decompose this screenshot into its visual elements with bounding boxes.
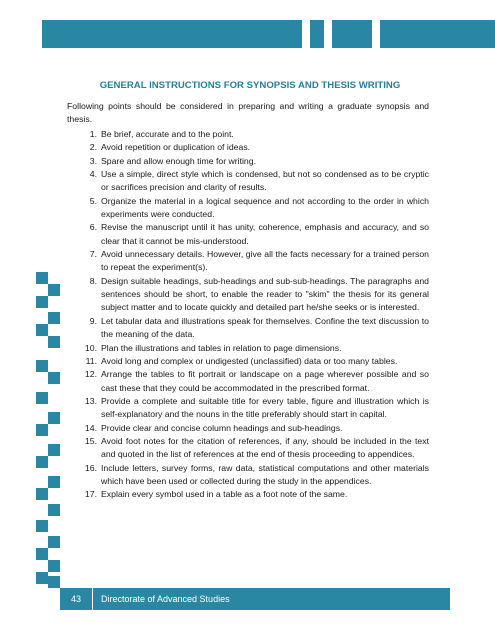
deco-square: [36, 572, 48, 584]
footer-bar: [60, 588, 450, 610]
list-item-text: Include letters, survey forms, raw data, statistical computations and other materials which have been used or collected during the study in the appendices.: [101, 462, 429, 486]
banner-block: [380, 20, 495, 48]
deco-square: [36, 424, 48, 436]
deco-square: [36, 488, 48, 500]
side-decoration: [0, 0, 60, 640]
list-item-number: 15.: [84, 435, 97, 446]
list-item-text: Be brief, accurate and to the point.: [101, 129, 234, 139]
list-item: [67, 128, 429, 141]
list-item: [67, 355, 429, 368]
list-item: [67, 168, 429, 195]
list-item-text: Organize the material in a logical sequence and not according to the order in which experiments were conducted.: [101, 195, 429, 220]
deco-square: [48, 284, 60, 296]
list-item-number: 17.: [84, 489, 97, 500]
list-item-number: 6.: [89, 222, 97, 233]
list-item: [67, 221, 429, 248]
list-item-number: 16.: [84, 462, 97, 473]
list-item-text: Use a simple, direct style which is condensed, but not so condensed as to be cryptic or sacrifices precision and clarity of results.: [101, 169, 429, 193]
list-item: [67, 368, 429, 395]
deco-square: [48, 476, 60, 488]
list-item-number: 13.: [84, 395, 97, 406]
list-item-text: Avoid foot notes for the citation of references, if any, should be included in the text and quoted in the list of references at the end of thesis proceeding to appendices.: [101, 435, 429, 460]
list-item-text: Provide clear and concise column headings and sub-headings.: [101, 422, 343, 433]
page-number: 43: [70, 594, 81, 604]
list-item: [67, 435, 429, 462]
deco-square: [48, 576, 60, 588]
list-item: [67, 342, 429, 355]
deco-square: [36, 296, 48, 308]
deco-square: [48, 504, 60, 516]
list-item-text: Let tabular data and illustrations speak for themselves. Confine the text discussion to the meaning of the data.: [101, 315, 429, 340]
deco-square: [36, 360, 48, 372]
list-item-number: 5.: [89, 195, 97, 206]
list-item-text: Arrange the tables to fit portrait or landscape on a page wherever possible and so cast these that they could be accommodated in the prescribed format.: [101, 369, 429, 393]
deco-square: [48, 372, 60, 384]
deco-square: [36, 520, 48, 532]
list-item-number: 10.: [84, 342, 97, 353]
list-item-number: 8.: [89, 275, 97, 286]
intro-paragraph: Following points should be considered in preparing and writing a graduate synopsis and thesis.: [67, 101, 429, 124]
deco-square: [36, 456, 48, 468]
list-item-text: Spare and allow enough time for writing.: [101, 155, 257, 166]
list-item: [67, 155, 429, 168]
deco-square: [48, 312, 60, 324]
list-item-number: 3.: [89, 155, 97, 166]
list-item-text: Avoid long and complex or undigested (unclassified) data or too many tables.: [101, 355, 398, 366]
list-item: [67, 141, 429, 154]
list-item: [67, 488, 429, 501]
list-item-number: 12.: [84, 369, 97, 380]
list-item-number: 14.: [84, 422, 97, 433]
list-item: [67, 195, 429, 222]
list-item-text: Design suitable headings, sub-headings and sub-sub-headings. The paragraphs and sentences should be short, to enable the reader to "skim" the thesis for its general subject matter and to locate quickly and detailed part he/she seeks or is interested.: [101, 275, 429, 313]
deco-square: [36, 392, 48, 404]
deco-square: [48, 536, 60, 548]
instructions-list: [67, 128, 429, 502]
banner-block: [42, 20, 302, 48]
list-item: [67, 275, 429, 315]
deco-square: [48, 412, 60, 424]
deco-square: [36, 272, 48, 284]
list-item-number: 4.: [89, 169, 97, 180]
list-item: [67, 462, 429, 489]
deco-square: [48, 560, 60, 572]
header-banner: [42, 20, 495, 48]
list-item-text: Avoid repetition or duplication of ideas.: [101, 142, 251, 153]
deco-square: [36, 548, 48, 560]
deco-square: [48, 336, 60, 348]
list-item-number: 1.: [89, 129, 97, 139]
list-item-text: Explain every symbol used in a table as a foot note of the same.: [101, 489, 348, 500]
list-item: [67, 248, 429, 275]
list-item-text: Revise the manuscript until it has unity, coherence, emphasis and accuracy, and so clear that it cannot be mis-understood.: [101, 222, 429, 246]
banner-block: [332, 20, 372, 48]
list-item-number: 2.: [89, 142, 97, 153]
page-title: GENERAL INSTRUCTIONS FOR SYNOPSIS AND THESIS WRITING: [99, 80, 401, 91]
list-item-number: 9.: [89, 315, 97, 326]
list-item: [67, 395, 429, 422]
list-item-text: Provide a complete and suitable title for every table, figure and illustration which is self-explanatory and the nouns in the title preferably should start in capital.: [101, 395, 429, 420]
list-item-number: 7.: [89, 249, 97, 260]
list-item-text: Plan the illustrations and tables in relation to page dimensions.: [101, 342, 342, 353]
deco-square: [48, 444, 60, 456]
list-item: [67, 315, 429, 342]
list-item-text: Avoid unnecessary details. However, give all the facts necessary for a trained person to repeat the experiment(s).: [101, 249, 429, 273]
list-item-number: 11.: [85, 355, 97, 366]
deco-square: [36, 324, 48, 336]
banner-block: [310, 20, 324, 48]
footer-department: Directorate of Advanced Studies: [101, 594, 230, 604]
list-item: [67, 422, 429, 435]
